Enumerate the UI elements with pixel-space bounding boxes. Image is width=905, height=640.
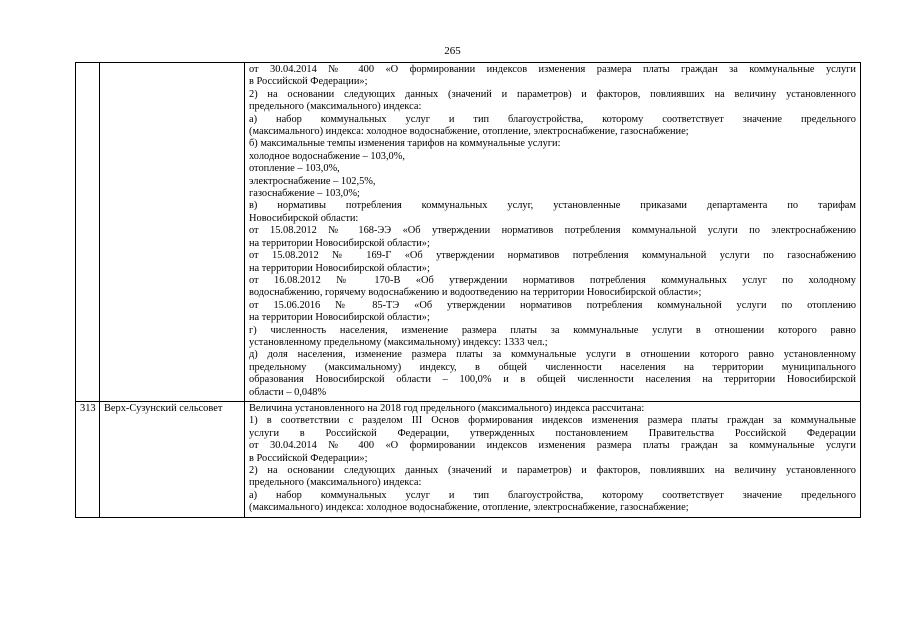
text-line: в Российской Федерации»; (249, 76, 368, 88)
text-line: отопление – 103,0%, (249, 163, 340, 175)
text-line: газоснабжение – 103,0%; (249, 188, 360, 200)
text-line: г) численность населения, изменение размера платы за коммунальные услуги в отношении которого равно (249, 324, 856, 336)
table-row (76, 63, 861, 402)
text-line: (максимального) индекса: холодное водоснабжение, отопление, электроснабжение, газоснабжение; (249, 502, 689, 514)
text-line: водоснабжению, горячему водоснабжению и водоотведению на территории Новосибирской области»; (249, 287, 702, 299)
text-line: а) набор коммунальных услуг и тип благоустройства, которому соответствует значение предельного (249, 113, 856, 125)
description-cell (245, 63, 861, 402)
text-line: д) доля населения, изменение размера платы за коммунальные услуги в отношении которого равно установленному (249, 349, 856, 361)
text-line: 2) на основании следующих данных (значений и параметров) и факторов, повлиявших на величину установленного (249, 88, 856, 100)
text-line: в) нормативы потребления коммунальных услуг, установленные приказами департамента по тарифам (249, 200, 856, 212)
text-line: холодное водоснабжение – 103,0%, (249, 150, 406, 162)
text-line: от 15.08.2012 № 169-Г «Об утверждении нормативов потребления коммунальной услуги по газоснабжению (249, 250, 856, 262)
text-line: на территории Новосибирской области»; (249, 237, 430, 249)
text-line: предельному (максимальному) индексу, в общей численности населения на территории муниципального (249, 361, 856, 373)
text-line: от 15.06.2016 № 85-ТЭ «Об утверждении нормативов потребления коммунальной услуги по отоплению (249, 299, 856, 311)
row-number-cell: 313 (76, 401, 100, 517)
description-cell (245, 401, 861, 517)
text-line: предельного (максимального) индекса: (249, 477, 422, 489)
text-line: б) максимальные темпы изменения тарифов на коммунальные услуги: (249, 138, 561, 150)
text-line: на территории Новосибирской области»; (249, 312, 430, 324)
text-line: от 30.04.2014 № 400 «О формировании индексов изменения размера платы граждан за коммунальные услуги (249, 440, 856, 452)
text-line: 2) на основании следующих данных (значений и параметров) и факторов, повлиявших на величину установленного (249, 465, 856, 476)
document-table (75, 62, 861, 518)
text-line: области – 0,048% (249, 386, 327, 398)
text-line: от 15.08.2012 № 168-ЭЭ «Об утверждении нормативов потребления коммунальной услуги по электроснабжению (249, 225, 856, 237)
text-line: электроснабжение – 102,5%, (249, 175, 376, 187)
text-line: установленному предельному (максимальному) индексу: 1333 чел.; (249, 336, 548, 348)
page-number: 265 (444, 45, 461, 57)
text-line: образования Новосибирской области – 100,0% и в общей численности населения на территории Новосибирской (249, 374, 856, 386)
text-line: в Российской Федерации»; (249, 452, 368, 464)
row-number-cell (76, 63, 100, 402)
text-line: 1) в соответствии с разделом III Основ формирования индексов изменения размера платы граждан за коммунальные (249, 415, 856, 427)
text-line: на территории Новосибирской области»; (249, 262, 430, 274)
text-line: услуги в Российской Федерации, утвержденных постановлением Правительства Российской Федерации (249, 427, 856, 439)
text-line: а) набор коммунальных услуг и тип благоустройства, которому соответствует значение предельного (249, 489, 856, 501)
table-body (76, 63, 861, 518)
table-row (76, 401, 861, 517)
text-line: (максимального) индекса: холодное водоснабжение, отопление, электроснабжение, газоснабжение; (249, 126, 689, 138)
municipality-name-cell (100, 63, 245, 402)
text-line: от 16.08.2012 № 170-В «Об утверждении нормативов потребления коммунальных услуг по холодному (249, 274, 856, 286)
text-line: предельного (максимального) индекса: (249, 101, 422, 113)
text-line: от 30.04.2014 № 400 «О формировании индексов изменения размера платы граждан за коммунальные услуги (249, 64, 856, 75)
text-line: Новосибирской области: (249, 212, 359, 224)
text-line: Величина установленного на 2018 год предельного (максимального) индекса рассчитана: (249, 402, 645, 414)
municipality-name-cell: Верх-Сузунский сельсовет (100, 401, 245, 517)
